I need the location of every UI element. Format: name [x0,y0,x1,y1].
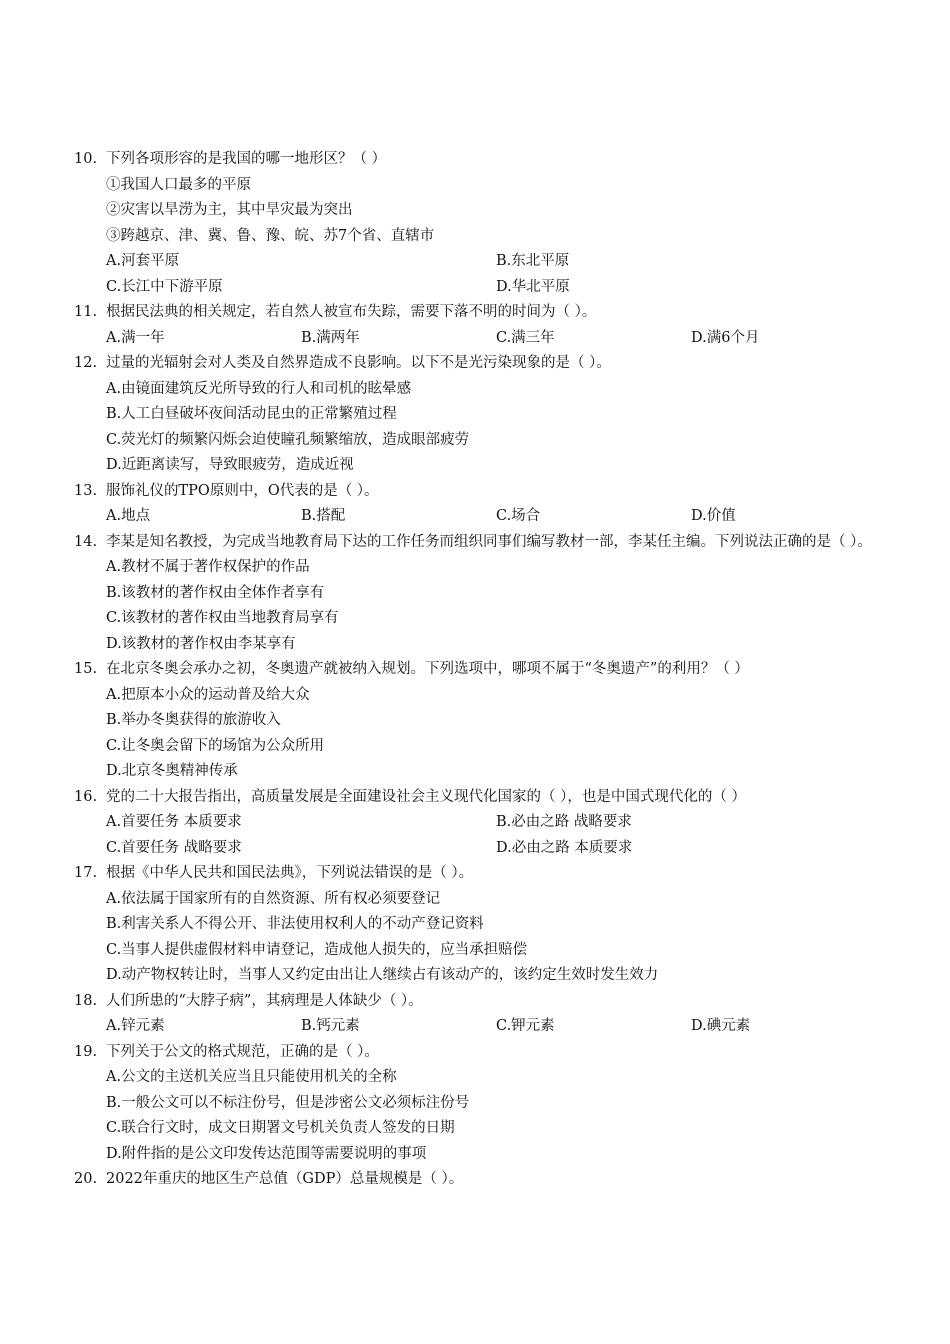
question-number: 17. [74,865,98,881]
question-stem: 下列关于公文的格式规范，正确的是（ ）。 [106,1043,379,1060]
option-row [106,1065,894,1091]
option-row [106,708,894,734]
answer-option: C.首要任务 战略要求 [106,839,242,856]
answer-option: B.人工白昼破坏夜间活动昆虫的正常繁殖过程 [106,406,397,422]
answer-option: A.满一年 [106,329,165,346]
question-block [74,861,894,989]
option-row [106,581,894,607]
answer-option: B.必由之路 战略要求 [496,814,632,830]
option-row [106,504,894,530]
question-number: 15. [74,661,98,677]
question-stem: 在北京冬奥会承办之初，冬奥遗产就被纳入规划。下列选项中，哪项不属于“冬奥遗产”的利用？（ ） [106,661,749,677]
answer-option: B.钙元素 [301,1018,360,1034]
option-row [106,1142,894,1168]
option-row [106,377,894,403]
answer-option: B.一般公文可以不标注份号，但是涉密公文必须标注份号 [106,1094,470,1111]
question-stem: 过量的光辐射会对人类及自然界造成不良影响。以下不是光污染现象的是（ ）。 [106,355,611,371]
answer-option: C.联合行文时，成文日期署文号机关负责人签发的日期 [106,1120,455,1136]
question-block [74,351,894,479]
answer-option: B.利害关系人不得公开、非法使用权利人的不动产登记资料 [106,916,484,932]
answer-option: C.满三年 [496,329,555,346]
question-stem: 李某是知名教授，为完成当地教育局下达的工作任务而组织同事们编写教材一部，李某任主编。下列说法正确的是（ ）。 [106,533,872,550]
answer-option: B.该教材的著作权由全体作者享有 [106,584,325,601]
option-row [106,836,894,862]
question-block [74,989,894,1040]
question-number: 10. [74,151,98,167]
answer-option: D.必由之路 本质要求 [496,839,633,856]
answer-option: D.碘元素 [691,1018,751,1034]
option-row [106,453,894,479]
answer-option: A.地点 [106,508,151,524]
question-block [74,479,894,530]
option-row [106,326,894,352]
answer-option: C.荧光灯的频繁闪烁会迫使瞳孔频繁缩放，造成眼部疲劳 [106,431,470,448]
option-row [106,249,894,275]
question-number: 18. [74,992,98,1009]
option-row [106,1014,894,1040]
answer-option: D.价值 [691,508,736,524]
question-block [74,1167,894,1193]
question-block [74,530,894,658]
answer-option: B.东北平原 [496,253,570,269]
answer-option: A.依法属于国家所有的自然资源、所有权必须要登记 [106,890,441,907]
question-stem: 服饰礼仪的TPO原则中，O代表的是（ ）。 [106,482,379,499]
question-stem: 2022年重庆的地区生产总值（GDP）总量规模是（ ）。 [106,1171,464,1187]
answer-option: A.河套平原 [106,253,180,269]
question-stem: 下列各项形容的是我国的哪一地形区？（ ） [106,151,387,167]
answer-option: A.由镜面建筑反光所导致的行人和司机的眩晕感 [106,380,412,397]
answer-option: C.当事人提供虚假材料申请登记，造成他人损失的，应当承担赔偿 [106,941,528,958]
answer-option: D.满6个月 [691,329,760,346]
question-number: 16. [74,788,98,805]
answer-option: A.把原本小众的运动普及给大众 [106,686,310,703]
option-row [106,555,894,581]
answer-option: B.满两年 [301,329,360,346]
option-row [106,810,894,836]
question-stem: 根据民法典的相关规定，若自然人被宣布失踪，需要下落不明的时间为（ ）。 [106,304,597,320]
question-stem: 根据《中华人民共和国民法典》，下列说法错误的是（ ）。 [106,865,474,881]
answer-option: A.锌元素 [106,1018,165,1034]
question-stem: 人们所患的“大脖子病”，其病理是人体缺少（ ）。 [106,992,423,1009]
answer-option: B.搭配 [301,508,346,524]
exam-document [74,147,894,1193]
answer-option: C.该教材的著作权由当地教育局享有 [106,610,339,626]
question-block [74,1040,894,1168]
option-row [106,428,894,454]
question-number: 11. [74,304,98,320]
question-block [74,785,894,862]
answer-option: A.首要任务 本质要求 [106,814,242,830]
answer-option: D.华北平原 [496,278,570,295]
question-statement: ②灾害以旱涝为主，其中旱灾最为突出 [106,202,353,218]
option-row [106,683,894,709]
answer-option: A.教材不属于著作权保护的作品 [106,559,310,575]
answer-option: C.长江中下游平原 [106,278,223,295]
option-row [106,402,894,428]
option-row [106,606,894,632]
option-row [106,1091,894,1117]
answer-option: A.公文的主送机关应当且只能使用机关的全称 [106,1069,397,1085]
question-stem: 党的二十大报告指出，高质量发展是全面建设社会主义现代化国家的（ ），也是中国式现代化的（ ） [106,788,746,805]
answer-option: D.北京冬奥精神传承 [106,763,238,779]
question-number: 13. [74,482,98,499]
question-block [74,657,894,785]
answer-option: C.让冬奥会留下的场馆为公众所用 [106,737,325,754]
option-row [106,734,894,760]
question-number: 14. [74,533,98,550]
answer-option: D.近距离读写，导致眼疲劳，造成近视 [106,457,354,473]
answer-option: D.该教材的著作权由李某享有 [106,635,296,652]
question-block [74,147,894,300]
answer-option: C.钾元素 [496,1018,555,1034]
option-row [106,963,894,989]
answer-option: B.举办冬奥获得的旅游收入 [106,712,281,728]
question-number: 12. [74,355,98,371]
option-row [106,1116,894,1142]
question-statement: ③跨越京、津、冀、鲁、豫、皖、苏7个省、直辖市 [106,227,435,244]
question-block [74,300,894,351]
option-row [106,759,894,785]
answer-option: D.附件指的是公文印发传达范围等需要说明的事项 [106,1145,427,1162]
question-number: 19. [74,1043,98,1060]
question-number: 20. [74,1171,98,1187]
option-row [106,887,894,913]
answer-option: D.动产物权转让时，当事人又约定由出让人继续占有该动产的，该约定生效时发生效力 [106,967,659,983]
option-row [106,938,894,964]
option-row [106,632,894,658]
answer-option: C.场合 [496,508,541,524]
option-row [106,275,894,301]
option-row [106,912,894,938]
question-statement: ①我国人口最多的平原 [106,176,251,193]
